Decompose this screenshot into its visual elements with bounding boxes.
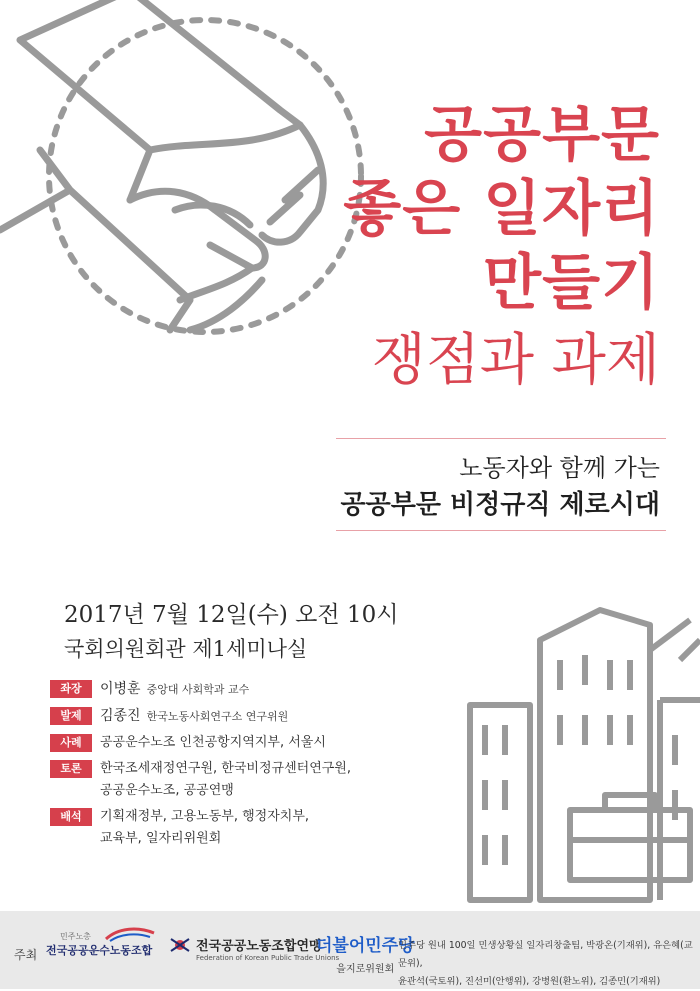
divider-bottom	[336, 530, 666, 531]
attendees-line-1: 기획재정부, 고용노동부, 행정자치부,	[100, 809, 310, 824]
org-fkptu	[168, 935, 339, 962]
event-date: 2017년 7월 12일(수) 오전 10시	[64, 602, 399, 628]
discussion-line-2: 공공운수노조, 공공연맹	[100, 783, 234, 798]
program-row-attendees	[50, 806, 380, 850]
buildings-icon	[470, 610, 700, 900]
program-row-chair	[50, 678, 380, 701]
partners-line-1: 민주당 원내 100일 민생상황실 일자리창출팀, 박광온(기재위), 유은혜(교문위),	[398, 940, 693, 969]
program-row-case	[50, 732, 380, 754]
tagline-1: 노동자와 함께 가는	[459, 454, 660, 482]
divider-top	[336, 438, 666, 439]
event-info	[64, 598, 398, 666]
org1-small: 민주노총	[60, 932, 91, 941]
org2-name: 전국공공노동조합연맹	[196, 939, 322, 954]
badge-attendees: 배석	[50, 808, 92, 826]
program-row-presenter	[50, 705, 380, 728]
title-line-1: 공공부문	[424, 100, 660, 170]
subtitle: 쟁점과 과제	[371, 328, 660, 393]
org2-eng: Federation of Korean Public Trade Unions	[196, 954, 340, 962]
org-kptu	[46, 931, 152, 958]
footer	[0, 911, 700, 989]
kptu-logo-icon	[104, 925, 156, 943]
fkptu-logo-icon	[168, 933, 192, 957]
program-list	[50, 678, 380, 854]
org1-name: 전국공공운수노동조합	[46, 944, 153, 957]
partners	[398, 937, 694, 991]
chair-role: 중앙대 사회학과 교수	[146, 683, 250, 696]
title-block	[343, 98, 660, 396]
case-text: 공공운수노조 인천공항지역지부, 서울시	[100, 735, 326, 750]
discussion-line-1: 한국조세재정연구원, 한국비정규센터연구원,	[100, 761, 351, 776]
org3-sub: 을지로위원회	[336, 964, 395, 975]
title-line-2: 좋은 일자리	[343, 174, 660, 244]
program-row-discussion	[50, 758, 380, 802]
chair-name: 이병훈	[100, 681, 141, 697]
badge-chair: 좌장	[50, 680, 92, 698]
presenter-name: 김종진	[100, 708, 141, 724]
host-label: 주최	[14, 948, 38, 962]
badge-presenter: 발제	[50, 707, 92, 725]
badge-discussion: 토론	[50, 760, 92, 778]
presenter-role: 한국노동사회연구소 연구위원	[146, 710, 289, 723]
tagline-2: 공공부문 비정규직 제로시대	[340, 490, 660, 520]
attendees-line-2: 교육부, 일자리위원회	[100, 831, 222, 846]
badge-case: 사례	[50, 734, 92, 752]
org3-name: 더불어민주당	[316, 936, 415, 956]
title-line-3: 만들기	[483, 248, 660, 318]
partners-line-2: 윤관석(국토위), 진선미(안행위), 강병원(환노위), 김종민(기재위)	[398, 976, 661, 987]
event-venue: 국회의원회관 제1세미나실	[64, 637, 308, 661]
